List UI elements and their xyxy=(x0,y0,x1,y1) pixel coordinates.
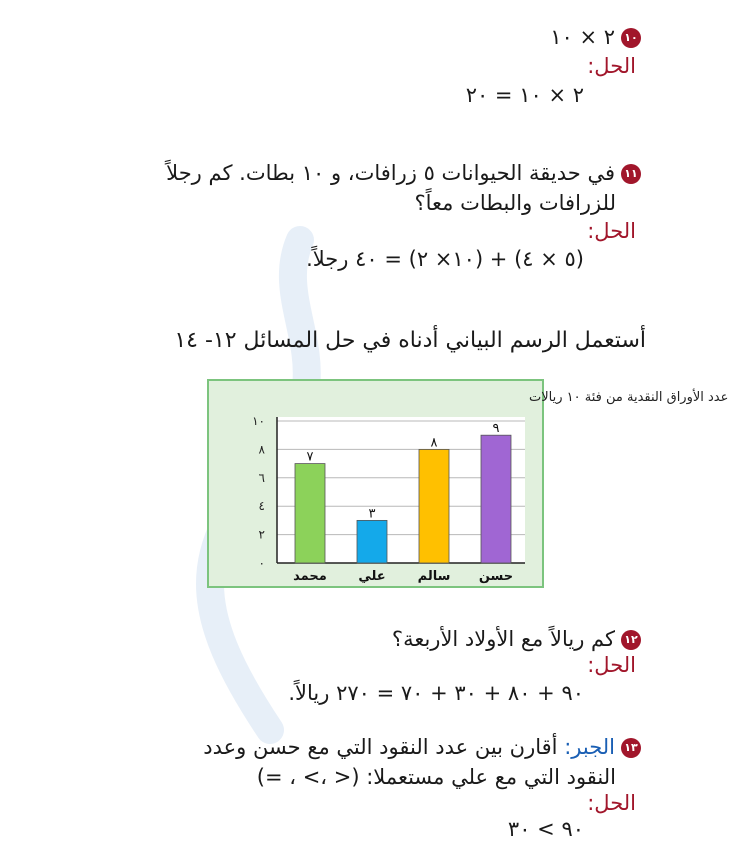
q11-text-1: في حديقة الحيوانات ٥ زرافات، و ١٠ بطات. كم رجلاً xyxy=(166,161,615,185)
bar xyxy=(419,449,449,563)
q10-number-badge: ١٠ xyxy=(621,28,641,48)
q11-solution: (٥ × ٤) + (١٠× ٢) = ٤٠ رجلاً. xyxy=(306,247,584,271)
q10-solution: ٢ × ١٠ = ٢٠ xyxy=(465,83,584,107)
category-label: محمد xyxy=(293,569,327,584)
q11-number-badge: ١١ xyxy=(621,164,641,184)
q11-text-line1 xyxy=(166,158,641,188)
bar-chart-panel xyxy=(207,379,729,588)
bar-value-label: ٩ xyxy=(492,421,500,437)
bar xyxy=(357,520,387,563)
bar xyxy=(295,464,325,563)
q10-expression: ٢ × ١٠ xyxy=(550,25,615,49)
q12-number-badge: ١٢ xyxy=(621,630,641,650)
category-label: علي xyxy=(358,569,386,584)
y-tick-label: ٦ xyxy=(258,470,265,485)
q13-number-badge: ١٣ xyxy=(621,738,641,758)
chart-title: عدد الأوراق النقدية من فئة ١٠ ريالات xyxy=(529,390,729,405)
y-tick-label: ٤ xyxy=(258,499,265,514)
y-tick-label: ٠ xyxy=(258,556,265,570)
q13-text-1: أقارن بين عدد النقود التي مع حسن وعدد xyxy=(203,735,558,759)
q13-topic: الجبر: xyxy=(564,735,615,759)
q12-text: كم ريالاً مع الأولاد الأربعة؟ xyxy=(391,627,615,651)
y-tick-label: ١٠ xyxy=(252,414,265,428)
bar-value-label: ٣ xyxy=(368,506,376,522)
q13-solution-label: الحل: xyxy=(587,791,636,815)
category-label: حسن xyxy=(478,569,514,584)
instruction-text: أستعمل الرسم البياني أدناه في حل المسائل ١٢- ١٤ xyxy=(174,328,646,353)
category-label: سالم xyxy=(417,569,451,584)
q12-solution: ٩٠ + ٨٠ + ٣٠ + ٧٠ = ٢٧٠ ريالاً. xyxy=(288,681,584,705)
q12-solution-label: الحل: xyxy=(587,653,636,677)
bar-chart xyxy=(209,381,729,586)
bar-value-label: ٨ xyxy=(430,435,438,451)
q10-solution-label: الحل: xyxy=(587,54,636,78)
bar-value-label: ٧ xyxy=(306,449,314,465)
bar xyxy=(481,435,511,563)
q11-solution-label: الحل: xyxy=(587,219,636,243)
q11-text-line2: للزرافات والبطات معاً؟ xyxy=(414,191,616,215)
y-tick-label: ٢ xyxy=(258,527,265,542)
q10-expression-line xyxy=(550,22,641,52)
q13-text-line1 xyxy=(203,732,641,762)
q13-text-line2: النقود التي مع علي مستعملا: (< ،> ، =) xyxy=(256,765,616,789)
y-tick-label: ٨ xyxy=(258,442,265,457)
q13-solution: ٩٠ > ٣٠ xyxy=(507,817,584,841)
